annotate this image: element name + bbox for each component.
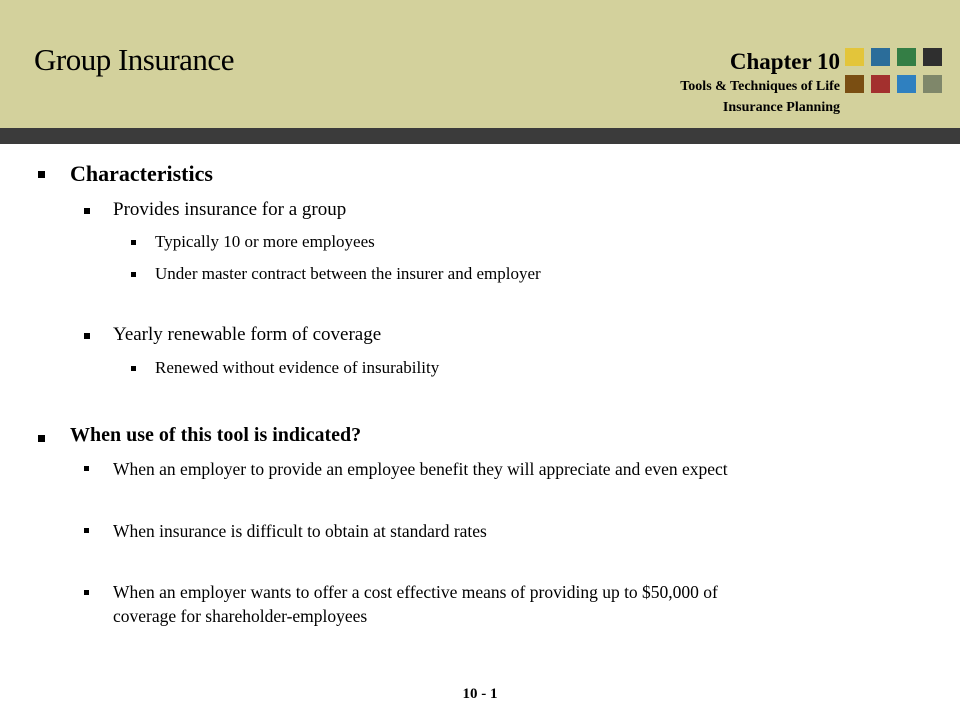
chapter-title: Chapter 10 <box>729 49 840 74</box>
bullet-when-cost-effective-line2: coverage for shareholder-employees <box>113 606 368 626</box>
bullet-icon <box>84 590 89 595</box>
bullet-icon <box>38 435 45 442</box>
bullet-renewed: Renewed without evidence of insurability <box>155 358 440 377</box>
heading-when: When use of this tool is indicated? <box>70 424 362 446</box>
bullet-when-difficult: When insurance is difficult to obtain at standard rates <box>113 521 487 541</box>
bullet-typically: Typically 10 or more employees <box>155 232 375 251</box>
bullet-icon <box>84 528 89 533</box>
bullet-when-employer-benefit: When an employer to provide an employee benefit they will appreciate and even expect <box>113 459 728 479</box>
bullet-provides: Provides insurance for a group <box>113 199 347 220</box>
bullet-icon <box>84 208 90 214</box>
bullet-icon <box>131 366 136 371</box>
heading-characteristics: Characteristics <box>70 161 213 186</box>
bullet-icon <box>38 171 45 178</box>
bullet-icon <box>84 466 89 471</box>
page-number: 10 - 1 <box>462 686 498 702</box>
chapter-subtitle-line1: Tools & Techniques of Life <box>680 79 840 94</box>
bullet-when-cost-effective-line1: When an employer wants to offer a cost effective means of providing up to $50,000 of <box>113 582 718 602</box>
bullet-icon <box>84 333 90 339</box>
bullet-icon <box>131 272 136 277</box>
bullet-yearly: Yearly renewable form of coverage <box>113 324 382 345</box>
chapter-subtitle-line2: Insurance Planning <box>722 100 840 115</box>
slide-title: Group Insurance <box>34 42 234 77</box>
bullet-icon <box>131 240 136 245</box>
bullet-master: Under master contract between the insurer and employer <box>155 264 541 283</box>
